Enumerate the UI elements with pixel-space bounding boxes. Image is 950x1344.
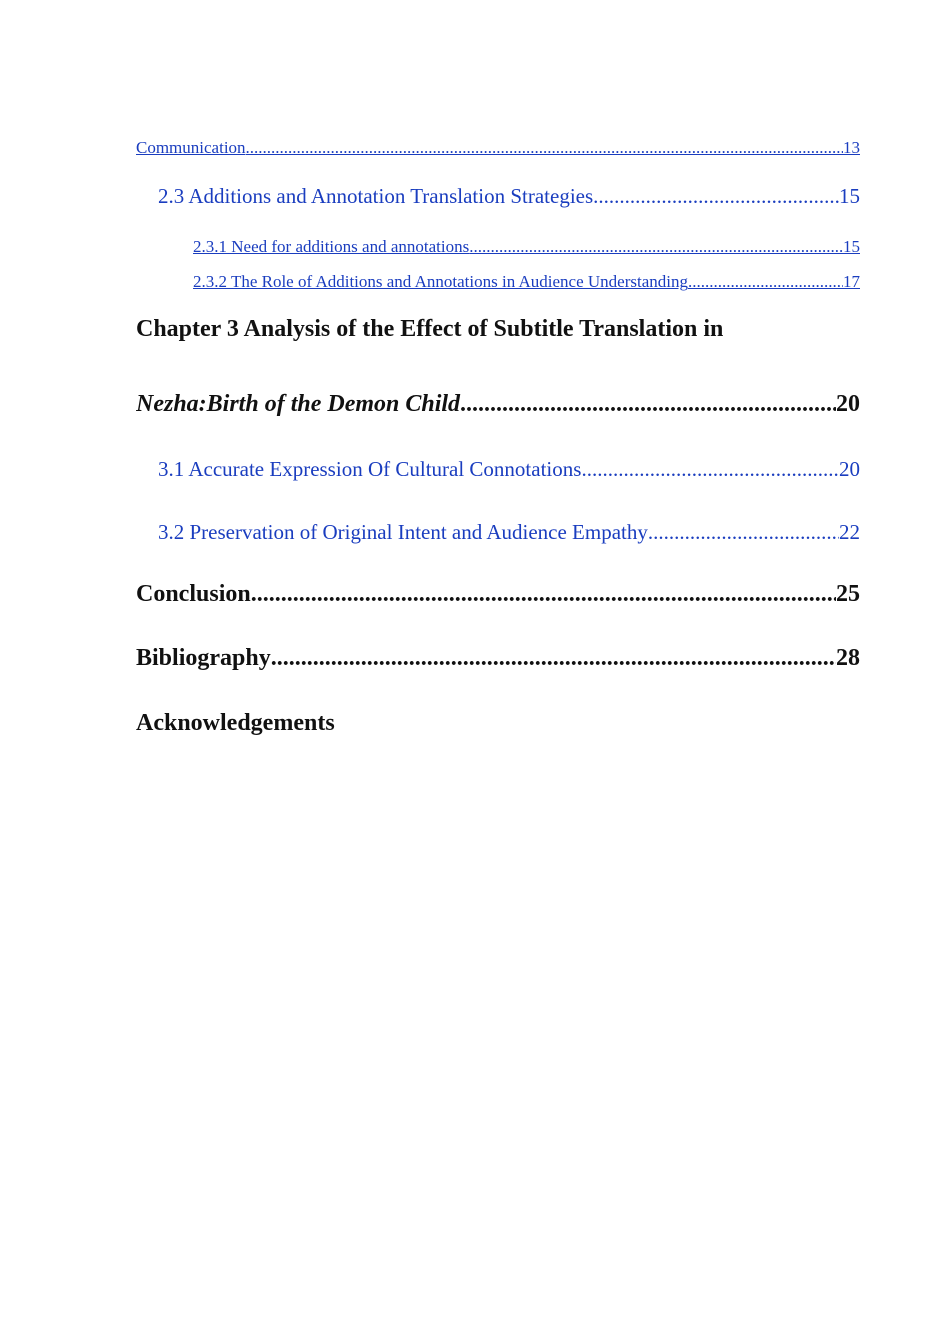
- toc-leader-dots: [593, 184, 839, 209]
- toc-leader-dots: [251, 581, 836, 608]
- toc-page-number: 15: [843, 237, 860, 256]
- toc-page-number: 28: [836, 645, 860, 671]
- toc-chapter-3-heading[interactable]: Chapter 3 Analysis of the Effect of Subtitle Translation in: [136, 316, 724, 342]
- toc-leader-dots: [271, 645, 836, 672]
- toc-leader-dots: [469, 237, 843, 257]
- toc-entry-conclusion[interactable]: [136, 581, 860, 608]
- toc-leader-dots: [648, 520, 839, 545]
- toc-page-number: 20: [839, 457, 860, 481]
- toc-leader-dots: [581, 457, 839, 482]
- toc-entry-bibliography[interactable]: [136, 645, 860, 672]
- toc-entry-3-1[interactable]: [158, 457, 860, 482]
- toc-entry-label: 2.3.1 Need for additions and annotations: [193, 237, 470, 256]
- toc-entry-label: Communication: [136, 138, 246, 157]
- toc-entry-communication[interactable]: [136, 138, 860, 158]
- toc-entry-label: 2.3 Additions and Annotation Translation Strategies: [158, 184, 594, 208]
- toc-page-number: 15: [839, 184, 860, 208]
- toc-entry-2-3-2[interactable]: [193, 272, 860, 292]
- toc-entry-2-3-1[interactable]: [193, 237, 860, 257]
- toc-entry-label: Bibliography: [136, 645, 271, 671]
- toc-leader-dots: [246, 138, 843, 158]
- toc-entry-label: 3.2 Preservation of Original Intent and Audience Empathy: [158, 520, 648, 544]
- toc-entry-3-2[interactable]: [158, 520, 860, 545]
- toc-entry-label: 3.1 Accurate Expression Of Cultural Connotations: [158, 457, 582, 481]
- toc-entry-label: Conclusion: [136, 581, 251, 607]
- toc-entry-label: 2.3.2 The Role of Additions and Annotations in Audience Understanding: [193, 272, 688, 291]
- toc-page-number: 22: [839, 520, 860, 544]
- toc-page-number: 13: [843, 138, 860, 157]
- toc-entry-2-3[interactable]: [158, 184, 860, 209]
- toc-page-number: 17: [843, 272, 860, 291]
- toc-entry-chapter-3[interactable]: [136, 391, 860, 418]
- toc-entry-acknowledgements[interactable]: Acknowledgements: [136, 710, 335, 736]
- toc-page-number: 20: [836, 391, 860, 417]
- toc-page-number: 25: [836, 581, 860, 607]
- toc-entry-label: Nezha:Birth of the Demon Child: [136, 391, 461, 417]
- toc-leader-dots: [460, 391, 836, 418]
- toc-leader-dots: [688, 272, 843, 292]
